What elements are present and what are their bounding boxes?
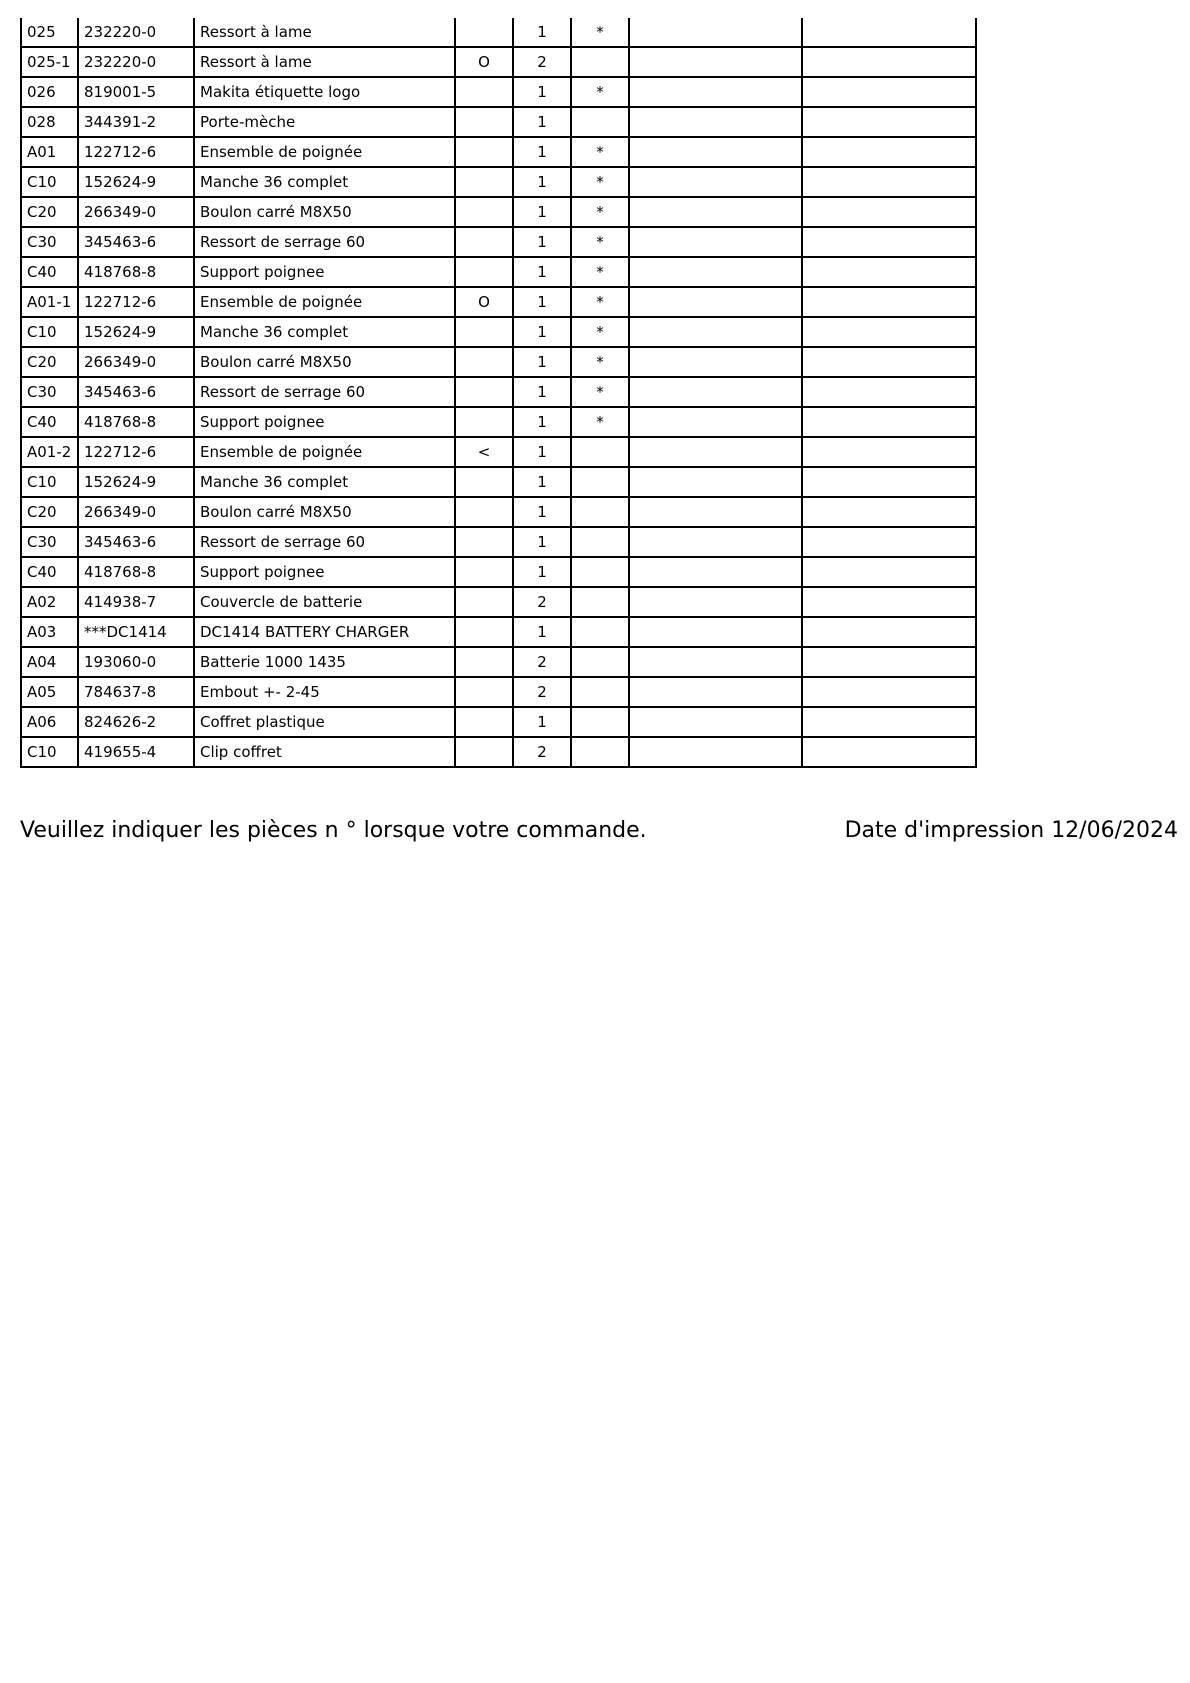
blank-1-cell	[629, 437, 802, 467]
blank-2-cell	[802, 317, 976, 347]
table-row	[21, 617, 976, 647]
item-no-cell: C10	[21, 167, 78, 197]
mark-cell	[571, 617, 629, 647]
table-row	[21, 317, 976, 347]
part-no-cell: ***DC1414	[78, 617, 194, 647]
table-row	[21, 677, 976, 707]
quantity-cell: 1	[513, 497, 571, 527]
table-row	[21, 527, 976, 557]
mark-cell: *	[571, 377, 629, 407]
item-no-cell: A02	[21, 587, 78, 617]
mark-cell	[571, 647, 629, 677]
table-row	[21, 407, 976, 437]
blank-2-cell	[802, 497, 976, 527]
blank-2-cell	[802, 18, 976, 47]
quantity-cell: 1	[513, 617, 571, 647]
quantity-cell: 2	[513, 587, 571, 617]
item-no-cell: 025	[21, 18, 78, 47]
blank-2-cell	[802, 287, 976, 317]
blank-1-cell	[629, 497, 802, 527]
item-no-cell: C40	[21, 557, 78, 587]
item-no-cell: 028	[21, 107, 78, 137]
blank-1-cell	[629, 227, 802, 257]
mark-cell: *	[571, 257, 629, 287]
note-cell	[455, 227, 513, 257]
note-cell	[455, 647, 513, 677]
note-cell	[455, 257, 513, 287]
order-note: Veuillez indiquer les pièces n ° lorsque votre commande.	[20, 818, 647, 843]
blank-2-cell	[802, 347, 976, 377]
quantity-cell: 2	[513, 677, 571, 707]
part-no-cell: 824626-2	[78, 707, 194, 737]
item-no-cell: A05	[21, 677, 78, 707]
table-row	[21, 647, 976, 677]
quantity-cell: 1	[513, 467, 571, 497]
table-row	[21, 257, 976, 287]
part-no-cell: 122712-6	[78, 437, 194, 467]
description-cell: Ressort à lame	[194, 47, 455, 77]
part-no-cell: 266349-0	[78, 197, 194, 227]
table-row	[21, 137, 976, 167]
quantity-cell: 2	[513, 47, 571, 77]
part-no-cell: 232220-0	[78, 18, 194, 47]
blank-1-cell	[629, 587, 802, 617]
quantity-cell: 1	[513, 317, 571, 347]
note-cell: <	[455, 437, 513, 467]
mark-cell: *	[571, 18, 629, 47]
description-cell: Boulon carré M8X50	[194, 497, 455, 527]
item-no-cell: C20	[21, 497, 78, 527]
item-no-cell: A03	[21, 617, 78, 647]
mark-cell: *	[571, 197, 629, 227]
table-row	[21, 287, 976, 317]
item-no-cell: C10	[21, 317, 78, 347]
description-cell: Ressort à lame	[194, 18, 455, 47]
blank-2-cell	[802, 587, 976, 617]
table-row	[21, 18, 976, 47]
print-date: Date d'impression 12/06/2024	[844, 818, 1178, 843]
quantity-cell: 1	[513, 167, 571, 197]
item-no-cell: 026	[21, 77, 78, 107]
item-no-cell: 025-1	[21, 47, 78, 77]
quantity-cell: 1	[513, 137, 571, 167]
mark-cell: *	[571, 167, 629, 197]
blank-2-cell	[802, 557, 976, 587]
table-row	[21, 227, 976, 257]
blank-1-cell	[629, 647, 802, 677]
part-no-cell: 345463-6	[78, 377, 194, 407]
part-no-cell: 418768-8	[78, 557, 194, 587]
blank-2-cell	[802, 737, 976, 767]
quantity-cell: 1	[513, 437, 571, 467]
note-cell	[455, 467, 513, 497]
blank-1-cell	[629, 377, 802, 407]
blank-2-cell	[802, 707, 976, 737]
table-row	[21, 167, 976, 197]
mark-cell	[571, 557, 629, 587]
description-cell: Support poignee	[194, 557, 455, 587]
quantity-cell: 1	[513, 407, 571, 437]
blank-1-cell	[629, 467, 802, 497]
description-cell: Ensemble de poignée	[194, 437, 455, 467]
note-cell	[455, 527, 513, 557]
quantity-cell: 1	[513, 287, 571, 317]
note-cell	[455, 377, 513, 407]
note-cell: O	[455, 47, 513, 77]
mark-cell	[571, 107, 629, 137]
mark-cell	[571, 737, 629, 767]
blank-2-cell	[802, 407, 976, 437]
description-cell: Clip coffret	[194, 737, 455, 767]
item-no-cell: C30	[21, 377, 78, 407]
part-no-cell: 418768-8	[78, 407, 194, 437]
mark-cell	[571, 467, 629, 497]
table-row	[21, 437, 976, 467]
note-cell: O	[455, 287, 513, 317]
note-cell	[455, 407, 513, 437]
description-cell: Manche 36 complet	[194, 167, 455, 197]
note-cell	[455, 317, 513, 347]
table-row	[21, 587, 976, 617]
blank-2-cell	[802, 467, 976, 497]
mark-cell	[571, 587, 629, 617]
part-no-cell: 122712-6	[78, 137, 194, 167]
table-row	[21, 77, 976, 107]
note-cell	[455, 107, 513, 137]
parts-table	[20, 18, 977, 768]
part-no-cell: 345463-6	[78, 227, 194, 257]
item-no-cell: A04	[21, 647, 78, 677]
blank-1-cell	[629, 317, 802, 347]
table-row	[21, 497, 976, 527]
item-no-cell: C20	[21, 347, 78, 377]
table-row	[21, 377, 976, 407]
quantity-cell: 1	[513, 257, 571, 287]
description-cell: Ensemble de poignée	[194, 137, 455, 167]
blank-1-cell	[629, 677, 802, 707]
blank-2-cell	[802, 257, 976, 287]
note-cell	[455, 18, 513, 47]
description-cell: Support poignee	[194, 407, 455, 437]
part-no-cell: 418768-8	[78, 257, 194, 287]
note-cell	[455, 497, 513, 527]
part-no-cell: 344391-2	[78, 107, 194, 137]
blank-1-cell	[629, 407, 802, 437]
blank-1-cell	[629, 737, 802, 767]
blank-2-cell	[802, 527, 976, 557]
table-row	[21, 107, 976, 137]
item-no-cell: C40	[21, 257, 78, 287]
mark-cell: *	[571, 137, 629, 167]
description-cell: Boulon carré M8X50	[194, 347, 455, 377]
quantity-cell: 1	[513, 707, 571, 737]
mark-cell: *	[571, 77, 629, 107]
quantity-cell: 1	[513, 377, 571, 407]
parts-table-body	[21, 18, 976, 767]
mark-cell: *	[571, 347, 629, 377]
part-no-cell: 414938-7	[78, 587, 194, 617]
blank-2-cell	[802, 137, 976, 167]
blank-1-cell	[629, 257, 802, 287]
blank-2-cell	[802, 677, 976, 707]
mark-cell: *	[571, 227, 629, 257]
blank-1-cell	[629, 18, 802, 47]
part-no-cell: 266349-0	[78, 497, 194, 527]
mark-cell	[571, 497, 629, 527]
item-no-cell: A01-2	[21, 437, 78, 467]
description-cell: Ressort de serrage 60	[194, 377, 455, 407]
note-cell	[455, 197, 513, 227]
note-cell	[455, 347, 513, 377]
table-row	[21, 737, 976, 767]
table-row	[21, 197, 976, 227]
part-no-cell: 232220-0	[78, 47, 194, 77]
quantity-cell: 2	[513, 647, 571, 677]
mark-cell	[571, 527, 629, 557]
blank-2-cell	[802, 377, 976, 407]
description-cell: Ressort de serrage 60	[194, 527, 455, 557]
note-cell	[455, 617, 513, 647]
quantity-cell: 1	[513, 107, 571, 137]
item-no-cell: A01	[21, 137, 78, 167]
description-cell: Batterie 1000 1435	[194, 647, 455, 677]
table-row	[21, 707, 976, 737]
quantity-cell: 1	[513, 527, 571, 557]
note-cell	[455, 737, 513, 767]
blank-1-cell	[629, 47, 802, 77]
note-cell	[455, 137, 513, 167]
blank-1-cell	[629, 197, 802, 227]
blank-2-cell	[802, 617, 976, 647]
part-no-cell: 819001-5	[78, 77, 194, 107]
note-cell	[455, 707, 513, 737]
mark-cell	[571, 677, 629, 707]
note-cell	[455, 77, 513, 107]
blank-2-cell	[802, 227, 976, 257]
description-cell: Ensemble de poignée	[194, 287, 455, 317]
part-no-cell: 784637-8	[78, 677, 194, 707]
part-no-cell: 122712-6	[78, 287, 194, 317]
item-no-cell: A01-1	[21, 287, 78, 317]
mark-cell	[571, 437, 629, 467]
quantity-cell: 2	[513, 737, 571, 767]
part-no-cell: 419655-4	[78, 737, 194, 767]
part-no-cell: 152624-9	[78, 467, 194, 497]
blank-1-cell	[629, 617, 802, 647]
item-no-cell: C20	[21, 197, 78, 227]
description-cell: Embout +- 2-45	[194, 677, 455, 707]
blank-2-cell	[802, 167, 976, 197]
mark-cell	[571, 47, 629, 77]
mark-cell: *	[571, 317, 629, 347]
description-cell: DC1414 BATTERY CHARGER	[194, 617, 455, 647]
blank-2-cell	[802, 197, 976, 227]
item-no-cell: C30	[21, 527, 78, 557]
blank-1-cell	[629, 167, 802, 197]
quantity-cell: 1	[513, 77, 571, 107]
table-row	[21, 47, 976, 77]
description-cell: Couvercle de batterie	[194, 587, 455, 617]
description-cell: Manche 36 complet	[194, 317, 455, 347]
item-no-cell: A06	[21, 707, 78, 737]
quantity-cell: 1	[513, 197, 571, 227]
description-cell: Makita étiquette logo	[194, 77, 455, 107]
blank-1-cell	[629, 707, 802, 737]
blank-1-cell	[629, 107, 802, 137]
description-cell: Porte-mèche	[194, 107, 455, 137]
part-no-cell: 193060-0	[78, 647, 194, 677]
blank-1-cell	[629, 347, 802, 377]
part-no-cell: 152624-9	[78, 167, 194, 197]
quantity-cell: 1	[513, 557, 571, 587]
note-cell	[455, 587, 513, 617]
description-cell: Coffret plastique	[194, 707, 455, 737]
part-no-cell: 152624-9	[78, 317, 194, 347]
description-cell: Ressort de serrage 60	[194, 227, 455, 257]
quantity-cell: 1	[513, 347, 571, 377]
blank-2-cell	[802, 437, 976, 467]
table-row	[21, 557, 976, 587]
table-row	[21, 467, 976, 497]
blank-1-cell	[629, 137, 802, 167]
quantity-cell: 1	[513, 18, 571, 47]
description-cell: Support poignee	[194, 257, 455, 287]
mark-cell	[571, 707, 629, 737]
mark-cell: *	[571, 407, 629, 437]
part-no-cell: 345463-6	[78, 527, 194, 557]
blank-1-cell	[629, 287, 802, 317]
part-no-cell: 266349-0	[78, 347, 194, 377]
blank-1-cell	[629, 77, 802, 107]
note-cell	[455, 167, 513, 197]
blank-2-cell	[802, 107, 976, 137]
quantity-cell: 1	[513, 227, 571, 257]
item-no-cell: C30	[21, 227, 78, 257]
blank-2-cell	[802, 47, 976, 77]
mark-cell: *	[571, 287, 629, 317]
description-cell: Manche 36 complet	[194, 467, 455, 497]
table-row	[21, 347, 976, 377]
item-no-cell: C10	[21, 467, 78, 497]
blank-1-cell	[629, 527, 802, 557]
note-cell	[455, 557, 513, 587]
blank-2-cell	[802, 77, 976, 107]
item-no-cell: C40	[21, 407, 78, 437]
blank-1-cell	[629, 557, 802, 587]
note-cell	[455, 677, 513, 707]
item-no-cell: C10	[21, 737, 78, 767]
blank-2-cell	[802, 647, 976, 677]
description-cell: Boulon carré M8X50	[194, 197, 455, 227]
